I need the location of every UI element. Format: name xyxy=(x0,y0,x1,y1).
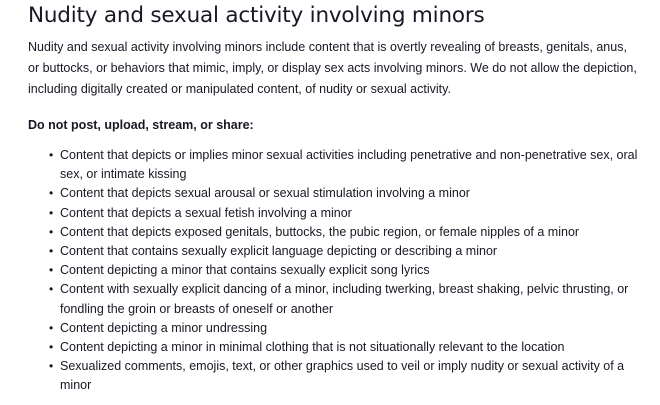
prohibited-list xyxy=(28,146,640,396)
bullet-icon: • xyxy=(49,148,54,162)
list-item xyxy=(28,261,640,280)
bullet-icon: • xyxy=(49,340,54,355)
bullet-icon: • xyxy=(49,320,54,335)
list-item xyxy=(28,223,640,242)
list-item xyxy=(28,146,640,184)
list-item-text: Content that depicts exposed genitals, buttocks, the pubic region, or female nipples of a minor xyxy=(60,224,580,239)
list-item xyxy=(28,242,640,261)
list-item xyxy=(28,338,640,357)
list-item xyxy=(28,204,640,223)
list-item-text: Content depicting a minor that contains sexually explicit song lyrics xyxy=(60,263,430,278)
bullet-icon: • xyxy=(49,282,54,297)
list-item xyxy=(28,184,640,203)
list-item-text: Content that depicts or implies minor sexual activities including penetrative and non-penetrative sex, oral sex, or intimate kissing xyxy=(60,148,638,182)
list-item-text: Content that contains sexually explicit language depicting or describing a minor xyxy=(60,244,498,259)
list-item-text: Sexualized comments, emojis, text, or other graphics used to veil or imply nudity or sexual activity of a minor xyxy=(60,359,625,393)
list-item-text: Content with sexually explicit dancing of a minor, including twerking, breast shaking, pelvic thrusting, or fondling the groin or breasts of oneself or another xyxy=(60,282,629,316)
list-item xyxy=(28,319,640,338)
prohibited-subheading: Do not post, upload, stream, or share: xyxy=(28,118,254,132)
list-item xyxy=(28,357,640,395)
bullet-icon: • xyxy=(49,224,54,239)
section-title: Nudity and sexual activity involving minors xyxy=(28,3,485,28)
list-item-text: Content that depicts a sexual fetish involving a minor xyxy=(60,205,352,220)
section-intro: Nudity and sexual activity involving minors include content that is overtly revealing of breasts, genitals, anus, or buttocks, or behaviors that mimic, imply, or display sex acts involving minors. We do not allow the depiction, including digitally created or manipulated content, of nudity or sexual activity. xyxy=(28,40,637,96)
list-item-text: Content depicting a minor in minimal clothing that is not situationally relevant to the location xyxy=(60,340,565,355)
bullet-icon: • xyxy=(49,359,54,374)
bullet-icon: • xyxy=(49,205,54,220)
list-item-text: Content depicting a minor undressing xyxy=(60,320,268,335)
bullet-icon: • xyxy=(49,244,54,259)
bullet-icon: • xyxy=(49,263,54,278)
bullet-icon: • xyxy=(49,186,54,201)
list-item xyxy=(28,280,640,318)
list-item-text: Content that depicts sexual arousal or sexual stimulation involving a minor xyxy=(60,186,470,201)
